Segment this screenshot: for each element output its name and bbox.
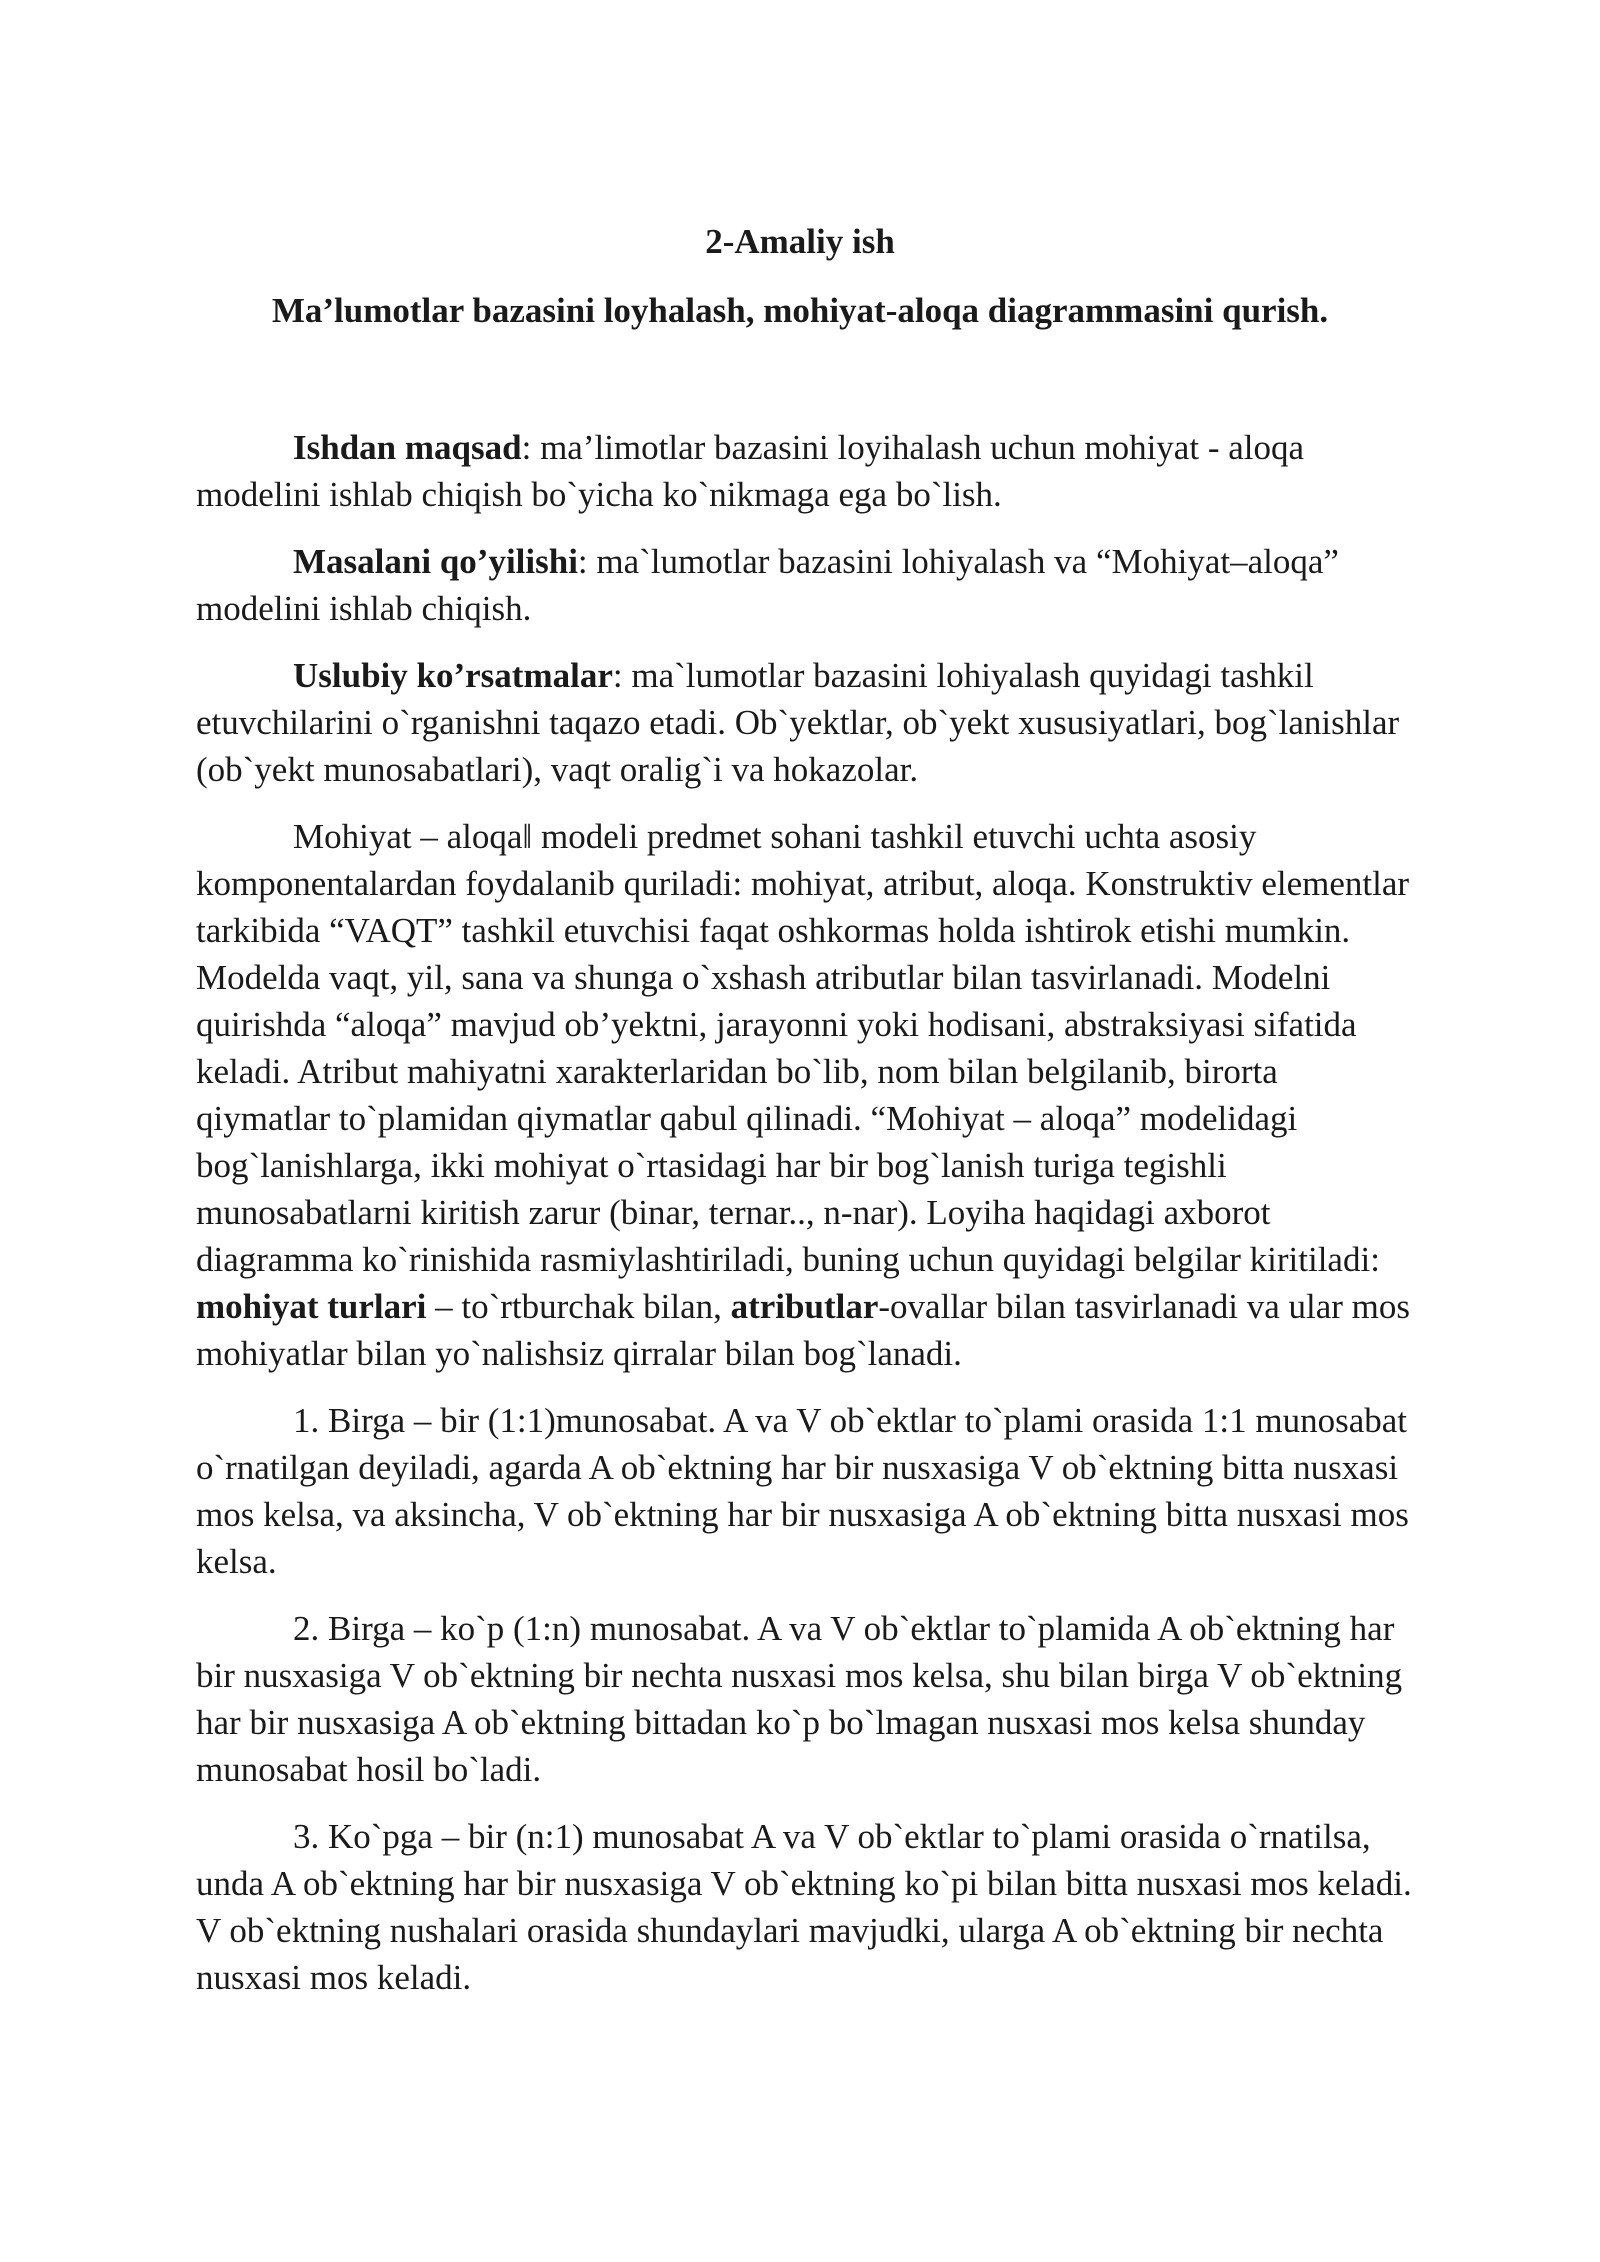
paragraph-text: – to`rtburchak bilan, xyxy=(426,1287,731,1326)
paragraph-text: -ovallar bilan tasvirlanadi va ular mos mohiyatlar bilan yo`nalishsiz qirralar bilan bog`lanadi. xyxy=(196,1287,1411,1373)
paragraph-text: : ma’limotlar bazasini loyihalash uchun mohiyat - aloqa modelini ishlab chiqish bo`yicha ko`nikmaga ega bo`lish. xyxy=(196,428,1305,514)
numbered-item-one-to-one: 1. Birga – bir (1:1)munosabat. A va V ob`ektlar to`plami orasida 1:1 munosabat o`rnatilgan deyiladi, agarda A ob`ektning har bir nusxasiga V ob`ektning bitta nusxasi mos kelsa, va aksincha, V ob`ektning har bir nusxasiga A ob`ektning bitta nusxasi mos kelsa. xyxy=(196,1401,1409,1581)
paragraph-text: : ma`lumotlar bazasini lohiyalash va “Mohiyat–aloqa” modelini ishlab chiqish. xyxy=(196,542,1339,628)
bold-term-attributes: atributlar xyxy=(730,1287,879,1326)
document-body xyxy=(196,424,1412,2021)
paragraph-task xyxy=(196,538,1412,632)
document-title: 2-Amaliy ish xyxy=(705,222,895,261)
paragraph-goal xyxy=(196,424,1412,518)
paragraph-text: Mohiyat – aloqa‖ modeli predmet sohani tashkil etuvchi uchta asosiy komponentalardan foydalanib quriladi: mohiyat, atribut, aloqa. Konstruktiv elementlar tarkibida “VAQT” tashkil etuvchisi faqat oshkormas holda ishtirok etishi mumkin. Modelda vaqt, yil, sana va shunga o`xshash atributlar bilan tasvirlanadi. Modelni quirishda “aloqa” mavjud ob’yektni, jarayonni yoki hodisani, abstraksiyasi sifatida keladi. Atribut mahiyatni xarakterlaridan bo`lib, nom bilan belgilanib, birorta qiymatlar to`plamidan qiymatlar qabul qilinadi. “Mohiyat – aloqa” modelidagi bog`lanishlarga, ikki mohiyat o`rtasidagi har bir bog`lanish turiga tegishli munosabatlarni kiritish zarur (binar, ternar.., n-nar). Loyiha haqidagi axborot diagramma ko`rinishida rasmiylashtiriladi, buning uchun quyidagi belgilar kiritiladi: xyxy=(196,817,1410,1279)
paragraph-model-description xyxy=(196,813,1412,1377)
paragraph-label: Ishdan maqsad xyxy=(293,428,522,467)
numbered-item-one-to-many: 2. Birga – ko`p (1:n) munosabat. A va V ob`ektlar to`plamida A ob`ektning har bir nusxasiga V ob`ektning bir nechta nusxasi mos kelsa, shu bilan birga V ob`ektning har bir nusxasiga A ob`ektning bittadan ko`p bo`lmagan nusxasi mos kelsa shunday munosabat hosil bo`ladi. xyxy=(196,1609,1403,1789)
paragraph-text: : ma`lumotlar bazasini lohiyalash quyidagi tashkil etuvchilarini o`rganishni taqazo etadi. Ob`yektlar, ob`yekt xususiyatlari, bog`lanishlar (ob`yekt munosabatlari), vaqt oralig`i va hokazolar. xyxy=(196,656,1400,789)
paragraph-guidelines xyxy=(196,652,1412,793)
paragraph-label: Masalani qo’yilishi xyxy=(293,542,578,581)
numbered-item-many-to-one: 3. Ko`pga – bir (n:1) munosabat A va V ob`ektlar to`plami orasida o`rnatilsa, unda A ob`ektning har bir nusxasiga V ob`ektning ko`pi bilan bitta nusxasi mos keladi. V ob`ektning nushalari orasida shundaylari mavjudki, ularga A ob`ektning bir nechta nusxasi mos keladi. xyxy=(196,1817,1412,1997)
document-subtitle: Ma’lumotlar bazasini loyhalash, mohiyat-aloqa diagrammasini qurish. xyxy=(271,291,1329,330)
paragraph-label: Uslubiy ko’rsatmalar xyxy=(293,656,613,695)
bold-term-entity-types: mohiyat turlari xyxy=(196,1287,427,1326)
